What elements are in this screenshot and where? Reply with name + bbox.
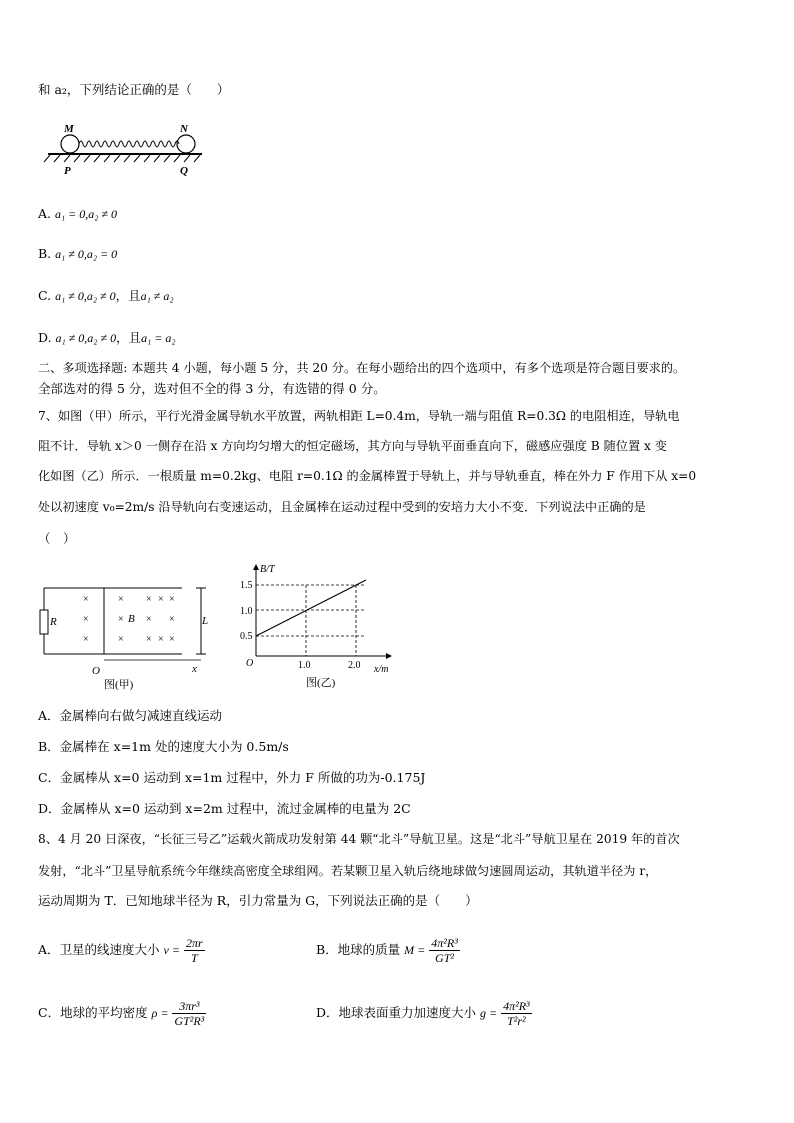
label-b: B bbox=[128, 613, 135, 625]
q6-option-d: D. a₁ ≠ 0,a₂ ≠ 0，且a₁ = a₂ bbox=[38, 330, 176, 345]
svg-text:×: × bbox=[158, 634, 164, 645]
svg-text:×: × bbox=[118, 614, 124, 625]
section2-line2: 全部选对的得 5 分，选对但不全的得 3 分，有选错的得 0 分。 bbox=[38, 381, 386, 396]
svg-text:×: × bbox=[158, 594, 164, 605]
q8-option-d: D．地球表面重力加速度大小 g = $\frac{\text{4π²R³}}{\text{T²r²}}$ bbox=[316, 999, 530, 1028]
q6-stem-tail: 和 a₂，下列结论正确的是（ ） bbox=[38, 82, 230, 97]
frac-d: $\frac{\text{4π²R³}}{\text{T²r²}}$ bbox=[503, 999, 530, 1028]
frac-a: $\frac{2\pi r}{T}$ bbox=[185, 936, 203, 965]
label-x: x bbox=[192, 663, 197, 675]
figure-yi-chart bbox=[240, 560, 400, 690]
svg-text:×: × bbox=[83, 614, 89, 625]
spring bbox=[79, 141, 179, 147]
frac-c: $\frac{\text{3πr³}}{\text{GT²R³}}$ bbox=[174, 999, 205, 1028]
label-o: O bbox=[92, 665, 100, 677]
q7-line-2: 阻不计．导轨 x＞0 一侧存在沿 x 方向均匀增大的恒定磁场，其方向与导轨平面垂直向下，磁感应强度 B 随位置 x 变 bbox=[38, 439, 667, 453]
figure-jia bbox=[36, 578, 216, 690]
caption-jia: 图(甲) bbox=[104, 679, 134, 690]
svg-text:×: × bbox=[118, 634, 124, 645]
x-label: x/m bbox=[374, 664, 389, 675]
q6-option-c: C. a₁ ≠ 0,a₂ ≠ 0，且a₁ ≠ a₂ bbox=[38, 288, 174, 303]
frac-b: $\frac{\text{4π²R³}}{\text{GT²}}$ bbox=[431, 936, 458, 965]
label-q: Q bbox=[180, 165, 188, 177]
svg-text:×: × bbox=[146, 594, 152, 605]
q8-line-1: 8、4 月 20 日深夜，“长征三号乙”运载火箭成功发射第 44 颗“北斗”导航卫星。这是“北斗”导航卫星在 2019 年的首次 bbox=[38, 832, 680, 846]
y-tick-15: 1.5 bbox=[240, 580, 253, 591]
label-m: M bbox=[64, 123, 74, 135]
origin: O bbox=[246, 658, 254, 669]
label-l: L bbox=[202, 615, 209, 627]
svg-text:×: × bbox=[83, 594, 89, 605]
svg-text:×: × bbox=[118, 594, 124, 605]
spring-figure bbox=[40, 118, 210, 178]
ball-n bbox=[177, 135, 195, 153]
y-tick-10: 1.0 bbox=[240, 606, 253, 617]
svg-text:×: × bbox=[169, 594, 175, 605]
q7-option-b: B．金属棒在 x=1m 处的速度大小为 0.5m/s bbox=[38, 739, 289, 754]
label-r: R bbox=[50, 616, 57, 628]
svg-text:×: × bbox=[83, 634, 89, 645]
q6-option-a: A. a₁ = 0,a₂ ≠ 0 bbox=[38, 206, 118, 221]
label-n: N bbox=[180, 123, 188, 135]
q7-line-4: 处以初速度 v₀=2m/s 沿导轨向右变速运动，且金属棒在运动过程中受到的安培力大小不变．下列说法中正确的是 bbox=[38, 500, 646, 514]
q8-option-b: B．地球的质量 M = $\frac{\text{4π²R³}}{\text{GT²}}$ bbox=[316, 936, 458, 965]
y-label: B/T bbox=[260, 564, 275, 575]
resistor bbox=[40, 610, 48, 634]
svg-text:×: × bbox=[169, 614, 175, 625]
x-tick-10: 1.0 bbox=[298, 660, 311, 671]
q7-option-c: C．金属棒从 x=0 运动到 x=1m 过程中，外力 F 所做的功为-0.175J bbox=[38, 770, 426, 785]
section2-line1: 二、多项选择题: 本题共 4 小题，每小题 5 分，共 20 分。在每小题给出的四个选项中，有多个选项是符合题目要求的。 bbox=[38, 361, 686, 375]
b-line bbox=[256, 580, 366, 636]
q7-line-3: 化如图（乙）所示．一根质量 m=0.2kg、电阻 r=0.1Ω 的金属棒置于导轨上，并与导轨垂直，棒在外力 F 作用下从 x=0 bbox=[38, 469, 697, 483]
caption-yi: 图(乙) bbox=[306, 677, 336, 689]
q7-option-a: A．金属棒向右做匀减速直线运动 bbox=[38, 708, 223, 723]
svg-text:×: × bbox=[146, 614, 152, 625]
q6-option-b: B. a₁ ≠ 0,a₂ = 0 bbox=[38, 246, 118, 261]
q8-line-3: 运动周期为 T．已知地球半径为 R，引力常量为 G，下列说法正确的是（ ） bbox=[38, 893, 478, 908]
label-p: P bbox=[64, 165, 71, 177]
q8-line-2: 发射，“北斗”卫星导航系统今年继续高密度全球组网。若某颗卫星入轨后绕地球做匀速圆周运动，其轨道半径为 r， bbox=[38, 864, 658, 878]
svg-text:×: × bbox=[146, 634, 152, 645]
q8-option-c: C．地球的平均密度 ρ = $\frac{\text{3πr³}}{\text{GT²R³}}$ bbox=[38, 999, 205, 1028]
svg-text:×: × bbox=[169, 634, 175, 645]
q7-line-1: 7、如图（甲）所示，平行光滑金属导轨水平放置，两轨相距 L=0.4m，导轨一端与阻值 R=0.3Ω 的电阻相连，导轨电 bbox=[38, 409, 680, 423]
y-tick-05: 0.5 bbox=[240, 631, 253, 642]
x-tick-20: 2.0 bbox=[348, 660, 361, 671]
ball-m bbox=[61, 135, 79, 153]
q8-option-a: A．卫星的线速度大小 v = $\frac{2\pi r}{T}$ bbox=[38, 936, 203, 965]
q7-line-5: （ ） bbox=[38, 531, 76, 546]
q7-option-d: D．金属棒从 x=0 运动到 x=2m 过程中，流过金属棒的电量为 2C bbox=[38, 801, 411, 816]
